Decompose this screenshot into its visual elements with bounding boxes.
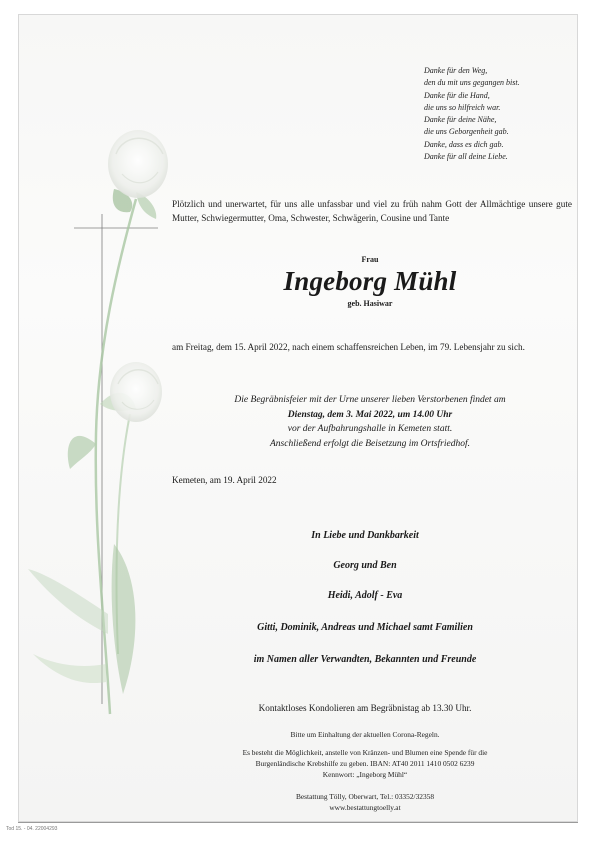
donation-line: Es besteht die Möglichkeit, anstelle von Kränzen- und Blumen eine Spende für die bbox=[242, 748, 488, 757]
maiden-name: geb. Hasiwar bbox=[347, 299, 393, 308]
poem-line: Danke für deine Nähe, bbox=[424, 115, 497, 125]
funeral-line: Die Begräbnisfeier mit der Urne unserer lieben Verstorbenen findet am bbox=[234, 395, 506, 405]
corona-note: Bitte um Einhaltung der aktuellen Corona-Regeln. bbox=[290, 730, 440, 739]
place-date: Kemeten, am 19. April 2022 bbox=[172, 475, 277, 485]
rose-top bbox=[108, 130, 168, 198]
undertaker-info bbox=[190, 791, 540, 813]
donation-note bbox=[190, 747, 540, 780]
poem-line: Danke für die Hand, bbox=[424, 90, 490, 100]
funeral-burial: Anschließend erfolgt die Beisetzung im Ortsfriedhof. bbox=[269, 438, 470, 449]
poem-line: den du mit uns gegangen bist. bbox=[424, 78, 520, 88]
title-prefix: Frau bbox=[361, 255, 379, 264]
donation-line: Burgenländische Krebshilfe zu geben. IBAN: AT40 2011 1410 0502 6239 bbox=[255, 759, 475, 768]
mourners-line: im Namen aller Verwandten, Bekannten und Freunde bbox=[253, 654, 477, 665]
deceased-name: Ingeborg Mühl bbox=[283, 266, 457, 296]
undertaker-website: www.bestattungtoelly.at bbox=[329, 803, 401, 812]
death-text: am Freitag, dem 15. April 2022, nach einem schaffensreichen Leben, im 79. Lebensjahr zu sich. bbox=[172, 342, 525, 352]
poem-line: die uns so hilfreich war. bbox=[424, 102, 501, 112]
poem bbox=[424, 65, 574, 163]
rose-lower bbox=[110, 362, 162, 422]
undertaker-name: Bestattung Tölly, Oberwart, Tel.: 03352/32358 bbox=[295, 792, 435, 801]
poem-line: Danke für den Weg, bbox=[424, 66, 488, 75]
intro-text: Plötzlich und unerwartet, für uns alle unfassbar und viel zu früh nahm Gott der Allmächtige unsere gute Mutter, Schwiegermutter, Oma, Schwester, Schwägerin, Cousine und Tante bbox=[172, 199, 572, 223]
funeral-date: Dienstag, dem 3. Mai 2022, um 14.00 Uhr bbox=[287, 409, 453, 420]
funeral-location: vor der Aufbahrungshalle in Kemeten statt. bbox=[287, 424, 453, 434]
mourners-line: Georg und Ben bbox=[333, 560, 397, 571]
poem-line: Danke, dass es dich gab. bbox=[424, 139, 504, 149]
poem-line: Danke für all deine Liebe. bbox=[424, 152, 508, 162]
condolence-text: Kontaktloses Kondolieren am Begräbnistag ab 13.30 Uhr. bbox=[258, 703, 472, 713]
footer-code: Tod 15. - 04. 22004293 bbox=[6, 826, 58, 832]
mourners-line: Heidi, Adolf - Eva bbox=[327, 590, 403, 601]
mourners-heading: In Liebe und Dankbarkeit bbox=[311, 530, 419, 541]
page-bottom-edge bbox=[18, 822, 578, 831]
mourners-line: Gitti, Dominik, Andreas und Michael samt Familien bbox=[257, 622, 473, 633]
poem-line: die uns Geborgenheit gab. bbox=[424, 127, 509, 137]
funeral-info bbox=[175, 393, 565, 451]
donation-keyword: Kennwort: „Ingeborg Mühl“ bbox=[322, 770, 408, 779]
